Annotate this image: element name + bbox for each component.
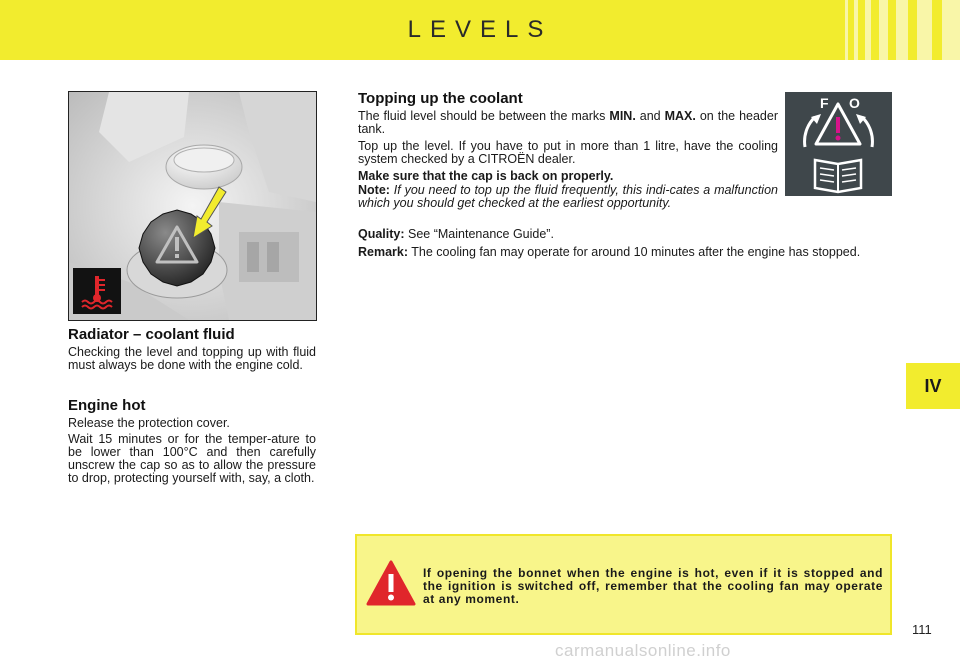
warning-text: If opening the bonnet when the engine is hot, even if it is stopped and the ignition is switched off, remember that the cooling fan may operate at any moment.: [423, 566, 883, 606]
watermark: carmanualsonline.info: [555, 641, 731, 660]
radiator-text: Checking the level and topping up with fluid must always be done with the engine cold.: [68, 345, 316, 372]
fluid-level-text: The fluid level should be between the marks MIN. and MAX. on the header tank.: [358, 109, 778, 136]
engine-hot-text-2: Wait 15 minutes or for the temper-ature to be lower than 100°C and then carefully unscrew the cap so as to allow the pressure to drop, protecting yourself with, say, a cloth.: [68, 432, 316, 485]
remark-text: Remark: The cooling fan may operate for around 10 minutes after the engine has stopped.: [358, 245, 861, 259]
radiator-heading: Radiator – coolant fluid: [68, 326, 235, 343]
icon-letter-o: O: [849, 95, 860, 111]
page-title: LEVELS: [407, 16, 553, 43]
chapter-tab: IV: [906, 363, 960, 409]
topping-up-heading: Topping up the coolant: [358, 90, 523, 107]
coolant-temperature-icon: [73, 268, 121, 314]
warning-book-icon: [785, 92, 892, 196]
warning-triangle-icon: [366, 560, 416, 606]
top-up-text: Top up the level. If you have to put in more than 1 litre, have the cooling system checked by a CITROËN dealer.: [358, 139, 778, 166]
warning-box: [355, 534, 892, 635]
engine-hot-text-1: Release the protection cover.: [68, 416, 230, 430]
page-number: 111: [912, 622, 932, 637]
page-header: [0, 0, 960, 60]
quality-text: Quality: See “Maintenance Guide”.: [358, 227, 554, 241]
engine-hot-heading: Engine hot: [68, 397, 146, 414]
cap-instruction: Make sure that the cap is back on properly.: [358, 169, 614, 183]
icon-letter-f: F: [820, 95, 829, 111]
radiator-cap-photo: [68, 91, 317, 321]
note-text: Note: If you need to top up the fluid frequently, this indi-cates a malfunction which you should get checked at the earliest opportunity.: [358, 183, 778, 210]
